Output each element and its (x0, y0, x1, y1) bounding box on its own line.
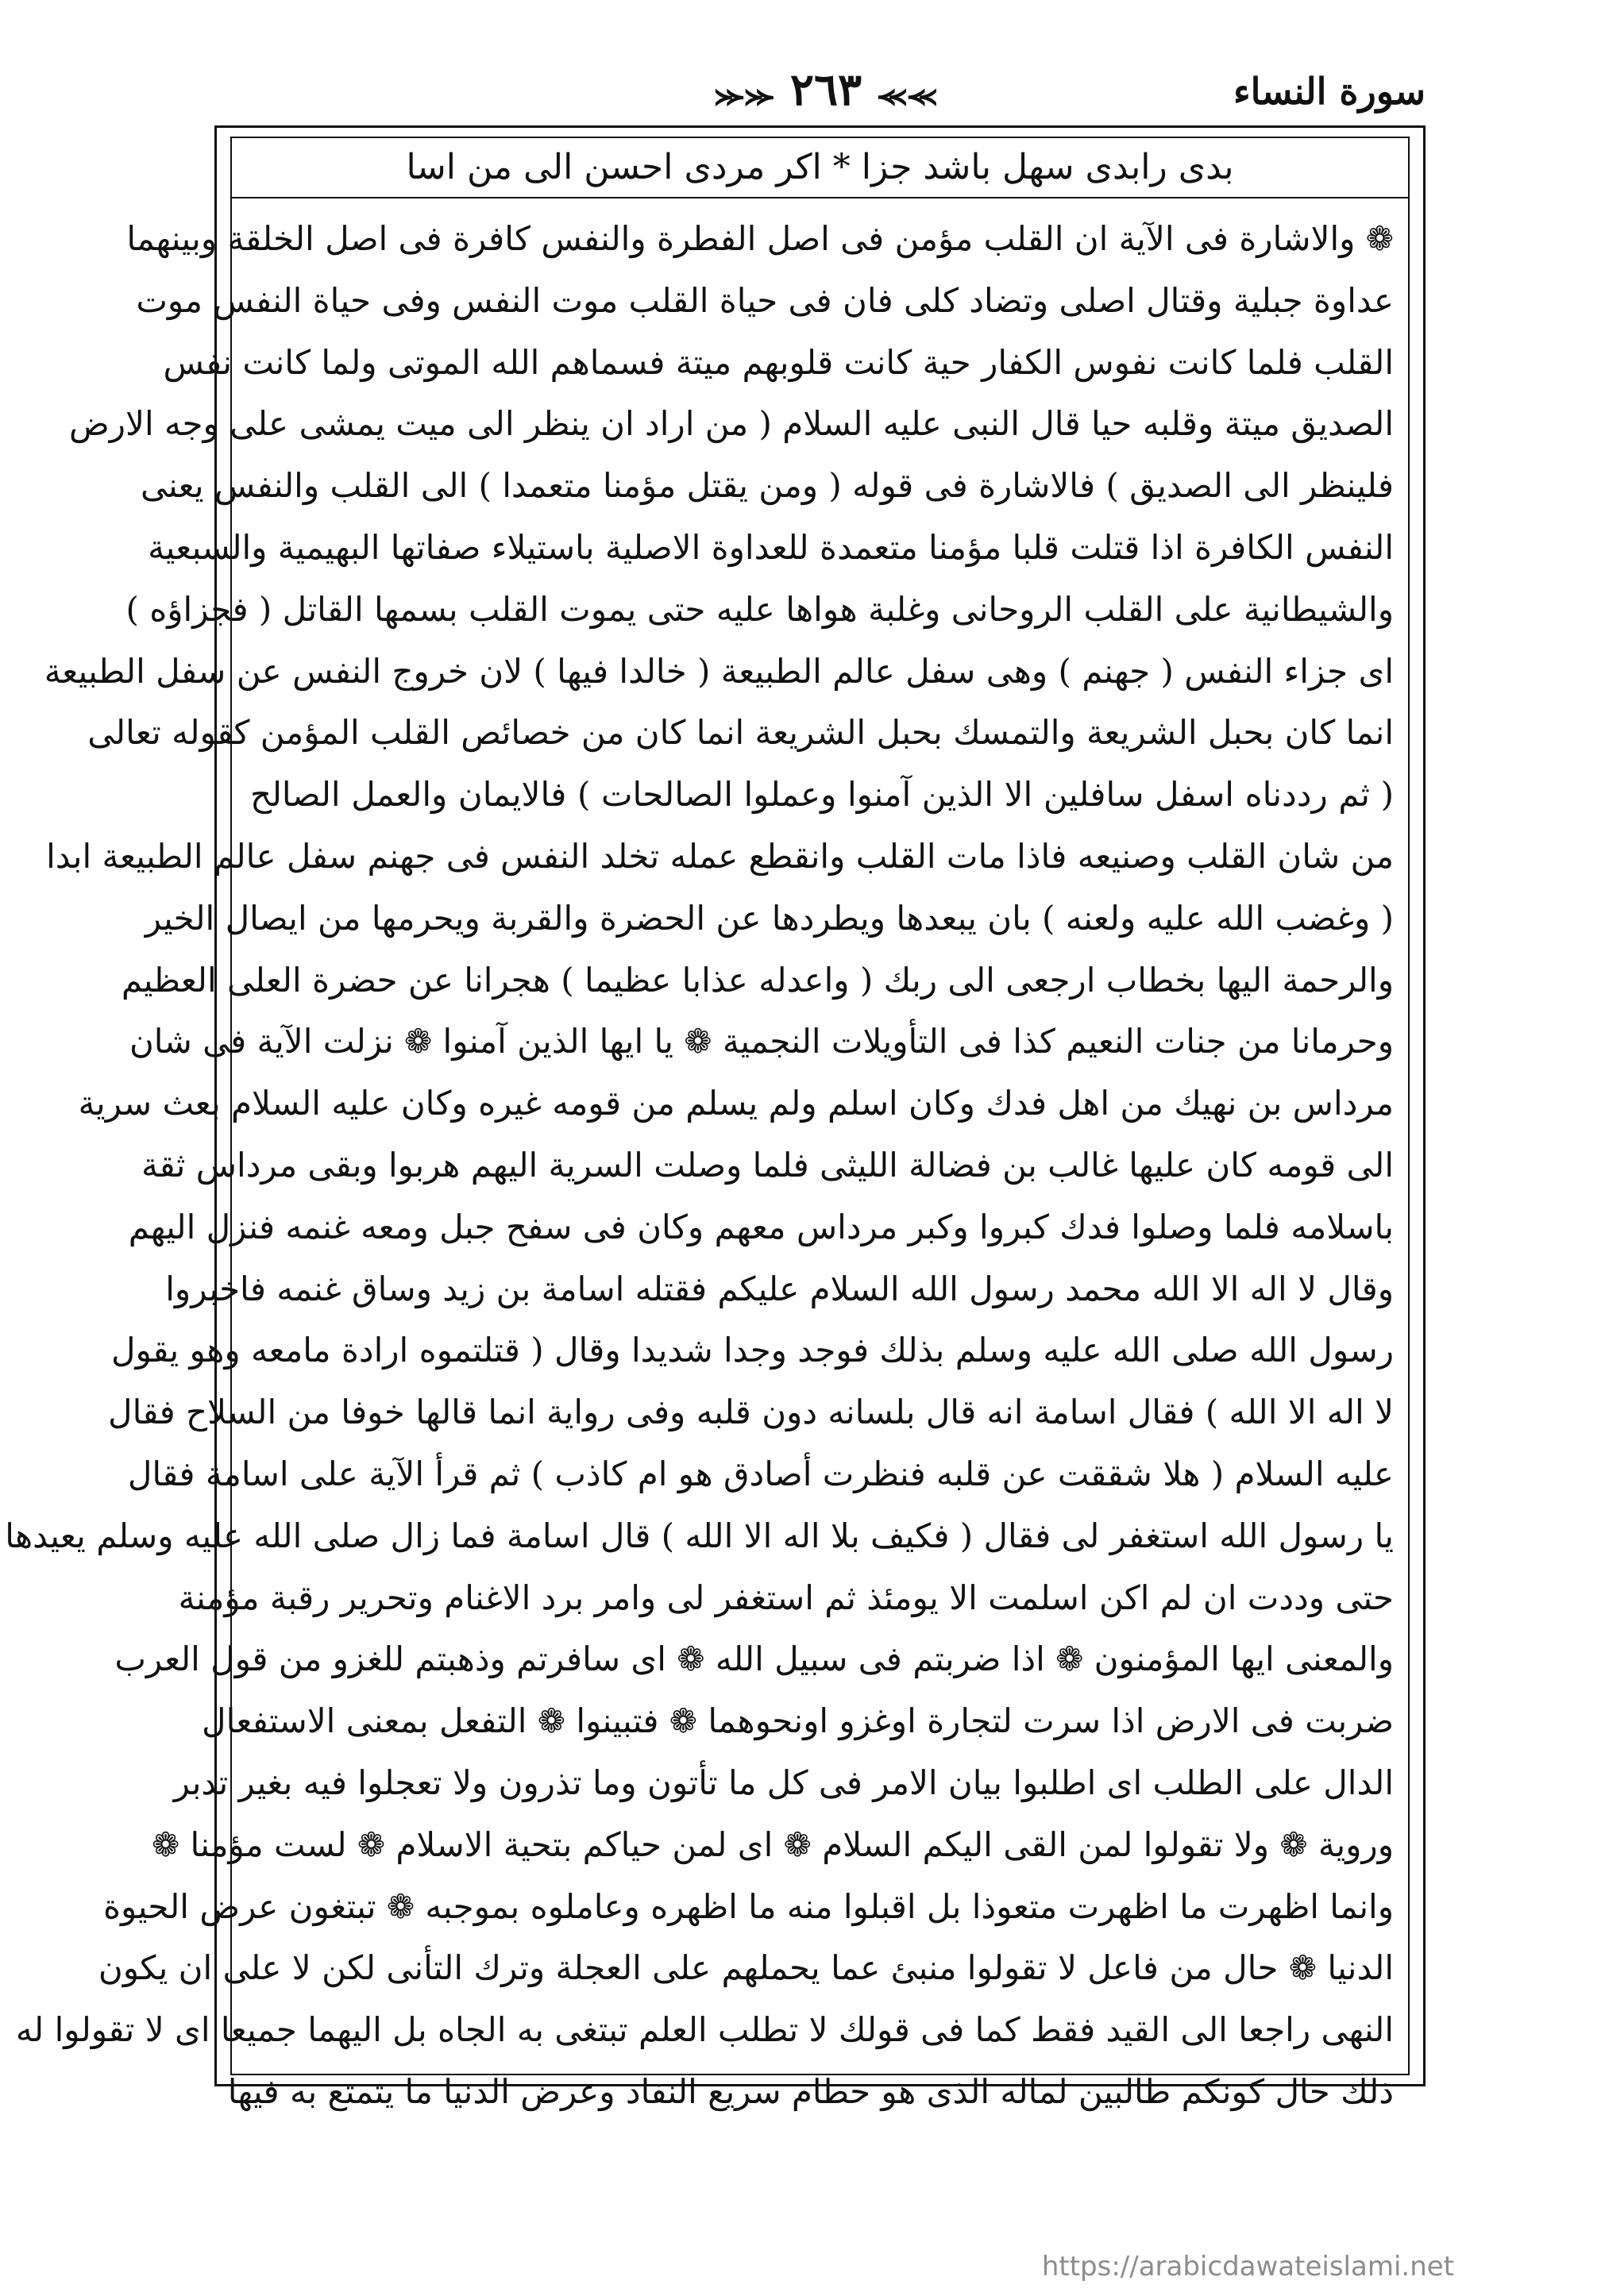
text-line: فلينظر الى الصديق ) فالاشارة فى قوله ( ومن يقتل مؤمنا متعمدا ) الى القلب والنفس يعنى (140, 466, 1394, 506)
text-line: باسلامه فلما وصلوا فدك كبروا وكبر مرداس معهم وكان فى سفح جبل ومعه غنمه فنزل اليهم (128, 1207, 1394, 1246)
text-line: مرداس بن نهيك من اهل فدك وكان اسلم ولم يسلم من قومه غيره وكان عليه السلام بعث سرية (78, 1084, 1394, 1123)
text-line: ذلك حال كونكم طالبين لماله الذى هو حطام سريع النفاد وعرض الدنيا ما يتمتع به فيها (227, 2071, 1394, 2111)
text-line: حتى وددت ان لم اكن اسلمت الا يومئذ ثم استغفر لى وامر برد الاغنام وتحرير رقبة مؤمنة (178, 1578, 1394, 1617)
text-line: وروية ❁ ولا تقولوا لمن القى اليكم السلام ❁ اى لمن حياكم بتحية الاسلام ❁ لست مؤمنا ❁ (151, 1824, 1394, 1864)
ornament-right-icon: ⪼⪼ (877, 75, 938, 113)
surah-name: سورة النساء (1233, 70, 1426, 113)
text-line: لا اله الا الله ) فقال اسامة انه قال بلسانه دون قلبه وفى رواية انما قالها خوفا من السلاح فقال (108, 1393, 1394, 1432)
text-line: النفس الكافرة اذا قتلت قلبا مؤمنا متعمدة للعداوة الاصلية باستيلاء صفاتها البهيمية والسبعية (148, 527, 1394, 567)
text-line: والرحمة اليها بخطاب ارجعى الى ربك ( واعدله عذابا عظيما ) هجرانا عن حضرة العلى العظيم (121, 960, 1394, 1000)
text-line: رسول الله صلى الله عليه وسلم بذلك فوجد وجدا شديدا وقال ( قتلتموه ارادة مامعه وهو يقول (111, 1331, 1394, 1370)
text-line: الدنيا ❁ حال من فاعل لا تقولوا منبئ عما يحملهم على العجلة وترك التأنى لكن لا على ان يكون (98, 1948, 1394, 1988)
text-line: عليه السلام ( هلا شققت عن قلبه فنظرت أصادق هو ام كاذب ) ثم قرأ الآية على اسامة فقال (127, 1454, 1394, 1493)
poem-verse: بدى رابدى سهل باشد جزا * اكر مردى احسن الى من اسا (230, 137, 1410, 198)
page-number: ٢٦٣ (789, 64, 862, 116)
text-line: وحرمانا من جنات النعيم كذا فى التأويلات النجمية ❁ يا ايها الذين آمنوا ❁ نزلت الآية فى شان (129, 1022, 1394, 1061)
text-line: وانما اظهرت ما اظهرت متعوذا بل اقبلوا منه ما اظهره وعاملوه بموجبه ❁ تبتغون عرض الحيوة (103, 1886, 1394, 1926)
text-line: اى جزاء النفس ( جهنم ) وهى سفل عالم الطبيعة ( خالدا فيها ) لان خروج النفس عن سفل الطبيعة (44, 651, 1394, 691)
text-line: ❁ والاشارة فى الآية ان القلب مؤمن فى اصل الفطرة والنفس كافرة فى اصل الخلقة وبينهما (126, 219, 1394, 258)
text-line: والشيطانية على القلب الروحانى وغلبة هواها عليه حتى يموت القلب بسمها القاتل ( فجزاؤه ) (125, 589, 1394, 629)
text-line: عداوة جبلية وقتال اصلى وتضاد كلى فان فى حياة القلب موت النفس وفى حياة النفس موت (136, 280, 1394, 320)
text-line: انما كان بحبل الشريعة والتمسك بحبل الشريعة انما كان من خصائص القلب المؤمن كقوله تعالى (87, 713, 1394, 753)
text-line: الدال على الطلب اى اطلبوا بيان الامر فى كل ما تأتون وما تذرون ولا تعجلوا فيه بغير تدبر (173, 1762, 1394, 1802)
text-line: ( ثم رددناه اسفل سافلين الا الذين آمنوا وعملوا الصالحات ) فالايمان والعمل الصالح (250, 775, 1394, 815)
text-line: القلب فلما كانت نفوس الكفار حية كانت قلوبهم ميتة فسماهم الله الموتى ولما كانت نفس (163, 342, 1394, 382)
text-line: النهى راجعا الى القيد فقط كما فى قولك لا تطلب العلم تبتغى به الجاه بل اليهما جميعا اى لا تقولوا له (15, 2010, 1394, 2050)
page-number-block (707, 64, 945, 116)
text-line: الى قومه كان عليها غالب بن فضالة الليثى فلما وصلت السرية اليهم هربوا وبقى مرداس ثقة (141, 1145, 1394, 1185)
text-line: والمعنى ايها المؤمنون ❁ اذا ضربتم فى سبيل الله ❁ اى سافرتم وذهبتم للغزو من قول العرب (114, 1639, 1394, 1679)
body-text (5, 208, 1394, 2123)
text-line: من شان القلب وصنيعه فاذا مات القلب وانقطع عمله تخلد النفس فى جهنم سفل عالم الطبيعة ابدا (46, 836, 1394, 876)
text-line: الصديق ميتة وقلبه حيا قال النبى عليه السلام ( من اراد ان ينظر الى ميت يمشى على وجه الارض (68, 404, 1394, 444)
watermark-url: https://arabicdawateislami.net (1041, 2251, 1454, 2283)
text-line: يا رسول الله استغفر لى فقال ( فكيف بلا اله الا الله ) قال اسامة فما زال صلى الله عليه وسلم يعيدها (5, 1516, 1394, 1555)
text-line: ( وغضب الله عليه ولعنه ) بان يبعدها ويطردها عن الحضرة والقربة ويحرمها من ايصال الخير (145, 898, 1394, 938)
text-line: ضربت فى الارض اذا سرت لتجارة اوغزو اونحوهما ❁ فتبينوا ❁ التفعل بمعنى الاستفعال (202, 1701, 1394, 1741)
text-line: وقال لا اله الا الله محمد رسول الله السلام عليكم فقتله اسامة بن زيد وساق غنمه فاخبروا (165, 1269, 1394, 1308)
ornament-left-icon: ⪻⪻ (714, 75, 775, 113)
